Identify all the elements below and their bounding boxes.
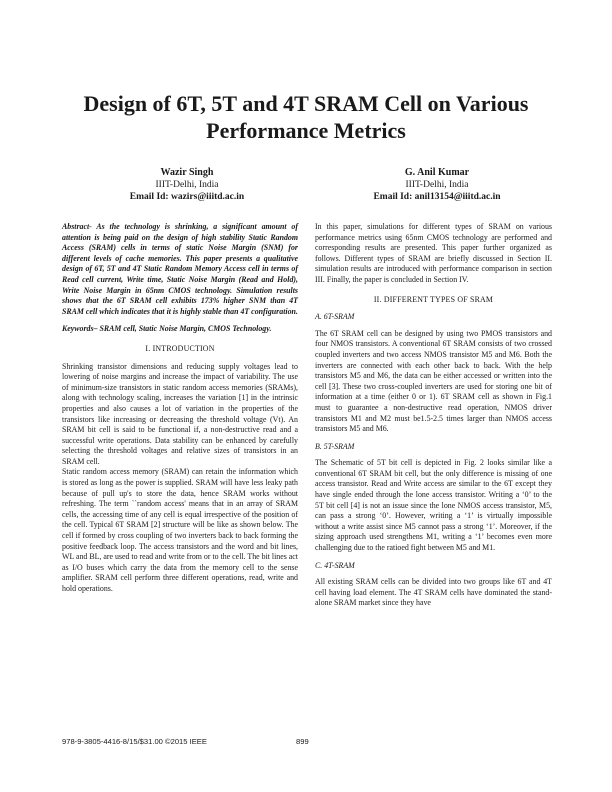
- author-affiliation: IIIT-Delhi, India: [405, 180, 469, 190]
- author-block-2: [322, 167, 552, 203]
- section-heading-introduction: I. INTRODUCTION: [145, 343, 215, 353]
- author-affiliation: IIIT-Delhi, India: [155, 180, 219, 190]
- paper-title: Design of 6T, 5T and 4T SRAM Cell on Various Performance Metrics: [83, 91, 529, 143]
- right-column: [315, 222, 552, 609]
- author-block-1: [72, 167, 302, 203]
- intro-paragraph-3: In this paper, simulations for different types of SRAM on various performance metrics using 65nm CMOS technology are performed and corresponding results are presented. This paper further organized as follows. Different types of SRAM are briefly discussed in Section II. simulation results are introduced with performance comparison in section III. Finally, the paper is concluded in Section IV.: [315, 222, 552, 284]
- subsection-heading-5t: B. 5T-SRAM: [315, 441, 355, 451]
- paragraph-4t: All existing SRAM cells can be divided into two groups like 6T and 4T cell having load element. The 4T SRAM cells have dominated the stand-alone SRAM market since they have: [315, 577, 552, 608]
- page-number: 899: [296, 737, 309, 746]
- paragraph-5t: The Schematic of 5T bit cell is depicted in Fig. 2 looks similar like a conventional 6T SRAM bit cell, but the only difference is missing of one access transistor. Read and Write access are similar to the 6T except they have single ended through the lone access transistor. Writing a ‘0’ to the 5T bit cell [4] is not an issue since the lone NMOS access transistor, M5, can pass a strong ‘0’. However, writing a ‘1’ is virtually impossible without a write assist since M5 cannot pass a strong ‘1’. Moreover, if the sizing approach used strengthens M1, writing a ‘1’ becomes even more challenging due to the ratioed fight between M5 and M1.: [315, 458, 552, 553]
- paragraph-6t: The 6T SRAM cell can be designed by using two PMOS transistors and four NMOS transistors. A conventional 6T SRAM consists of two crossed coupled inverters and two access NMOS transistor M5 and M6. Both the inverters are connected with each other back to back. With the help transistors M5 and M6, the data can be either accessed or written into the cell [3]. These two cross-coupled inverters are used for storing one bit of information at a time (either 0 or 1). 6T SRAM cell as shown in Fig.1 must to guarantee a non-destructive read operation, NMOS driver transistors M1 and M2 must be1.5-2.5 times larger than NMOS access transistors M5 and M6.: [315, 328, 552, 434]
- keywords: Keywords– SRAM cell, Static Noise Margin, CMOS Technology.: [62, 324, 272, 334]
- subsection-heading-6t: A. 6T-SRAM: [315, 312, 355, 322]
- author-name: G. Anil Kumar: [404, 167, 470, 178]
- author-email: Email Id: wazirs@iiitd.ac.in: [129, 192, 245, 202]
- intro-paragraph-1: Shrinking transistor dimensions and reducing supply voltages lead to lowering of noise margins and increase the impact of variability. The use of minimum-size transistors in static random access memories (SRAMs), along with technology scaling, increases the variation [1] in the intrinsic properties and also causes a lot of variation in the properties of the transistors like increasing or decreasing the threshold voltage (Vt). An SRAM bit cell is said to be functional if, a non-destructive read and a successful write operations. Data stability can be enhanced by carefully selecting the threshold voltages and relative sizes of transistors in an SRAM cell.: [62, 361, 298, 466]
- copyright-footer: 978-9-3805-4416-8/15/$31.00 ©2015 IEEE: [62, 737, 207, 746]
- abstract: Abstract- As the technology is shrinking, a significant amount of attention is being paid on the design of high stability Static Random Access (SRAM) cells in terms of static Noise Margin (SNM) for different levels of cache memories. This paper presents a qualitative design of 6T, 5T and 4T Static Random Memory Access cell in terms of Read cell current, Write time, Static Noise Margin (Read and Hold), Write Noise Margin in 65nm CMOS technology. Simulation results shows that the 6T SRAM cell exhibits 173% higher SNM than 4T SRAM cell which indicates that it is highly stable than 4T configuration.: [62, 222, 298, 316]
- left-column: [62, 222, 298, 595]
- author-email: Email Id: anil13154@iiitd.ac.in: [373, 192, 501, 202]
- author-name: Wazir Singh: [160, 167, 214, 178]
- section-heading-types: II. DIFFERENT TYPES OF SRAM: [373, 294, 494, 304]
- subsection-heading-4t: C. 4T-SRAM: [315, 560, 355, 570]
- intro-paragraph-2: Static random access memory (SRAM) can retain the information which is stored as long as the power is supplied. SRAM will have less leaky path because of pull up's to store the data, hence SRAM works without refreshing. The term ``random access' means that in an array of SRAM cells, the accessing time of any cell is equal irrespective of the position of the cell. Typical 6T SRAM [2] structure will be like as shown below. The cell if formed by cross coupling of two inverters back to back forming the positive feedback loop. The access transistors and the word and bit lines, WL and BL, are used to read and write from or to the cell. The bit lines act as I/O buses which carry the data from the memory cell to the sense amplifier. SRAM cell perform three different operations, read, write and hold operations.: [62, 467, 298, 593]
